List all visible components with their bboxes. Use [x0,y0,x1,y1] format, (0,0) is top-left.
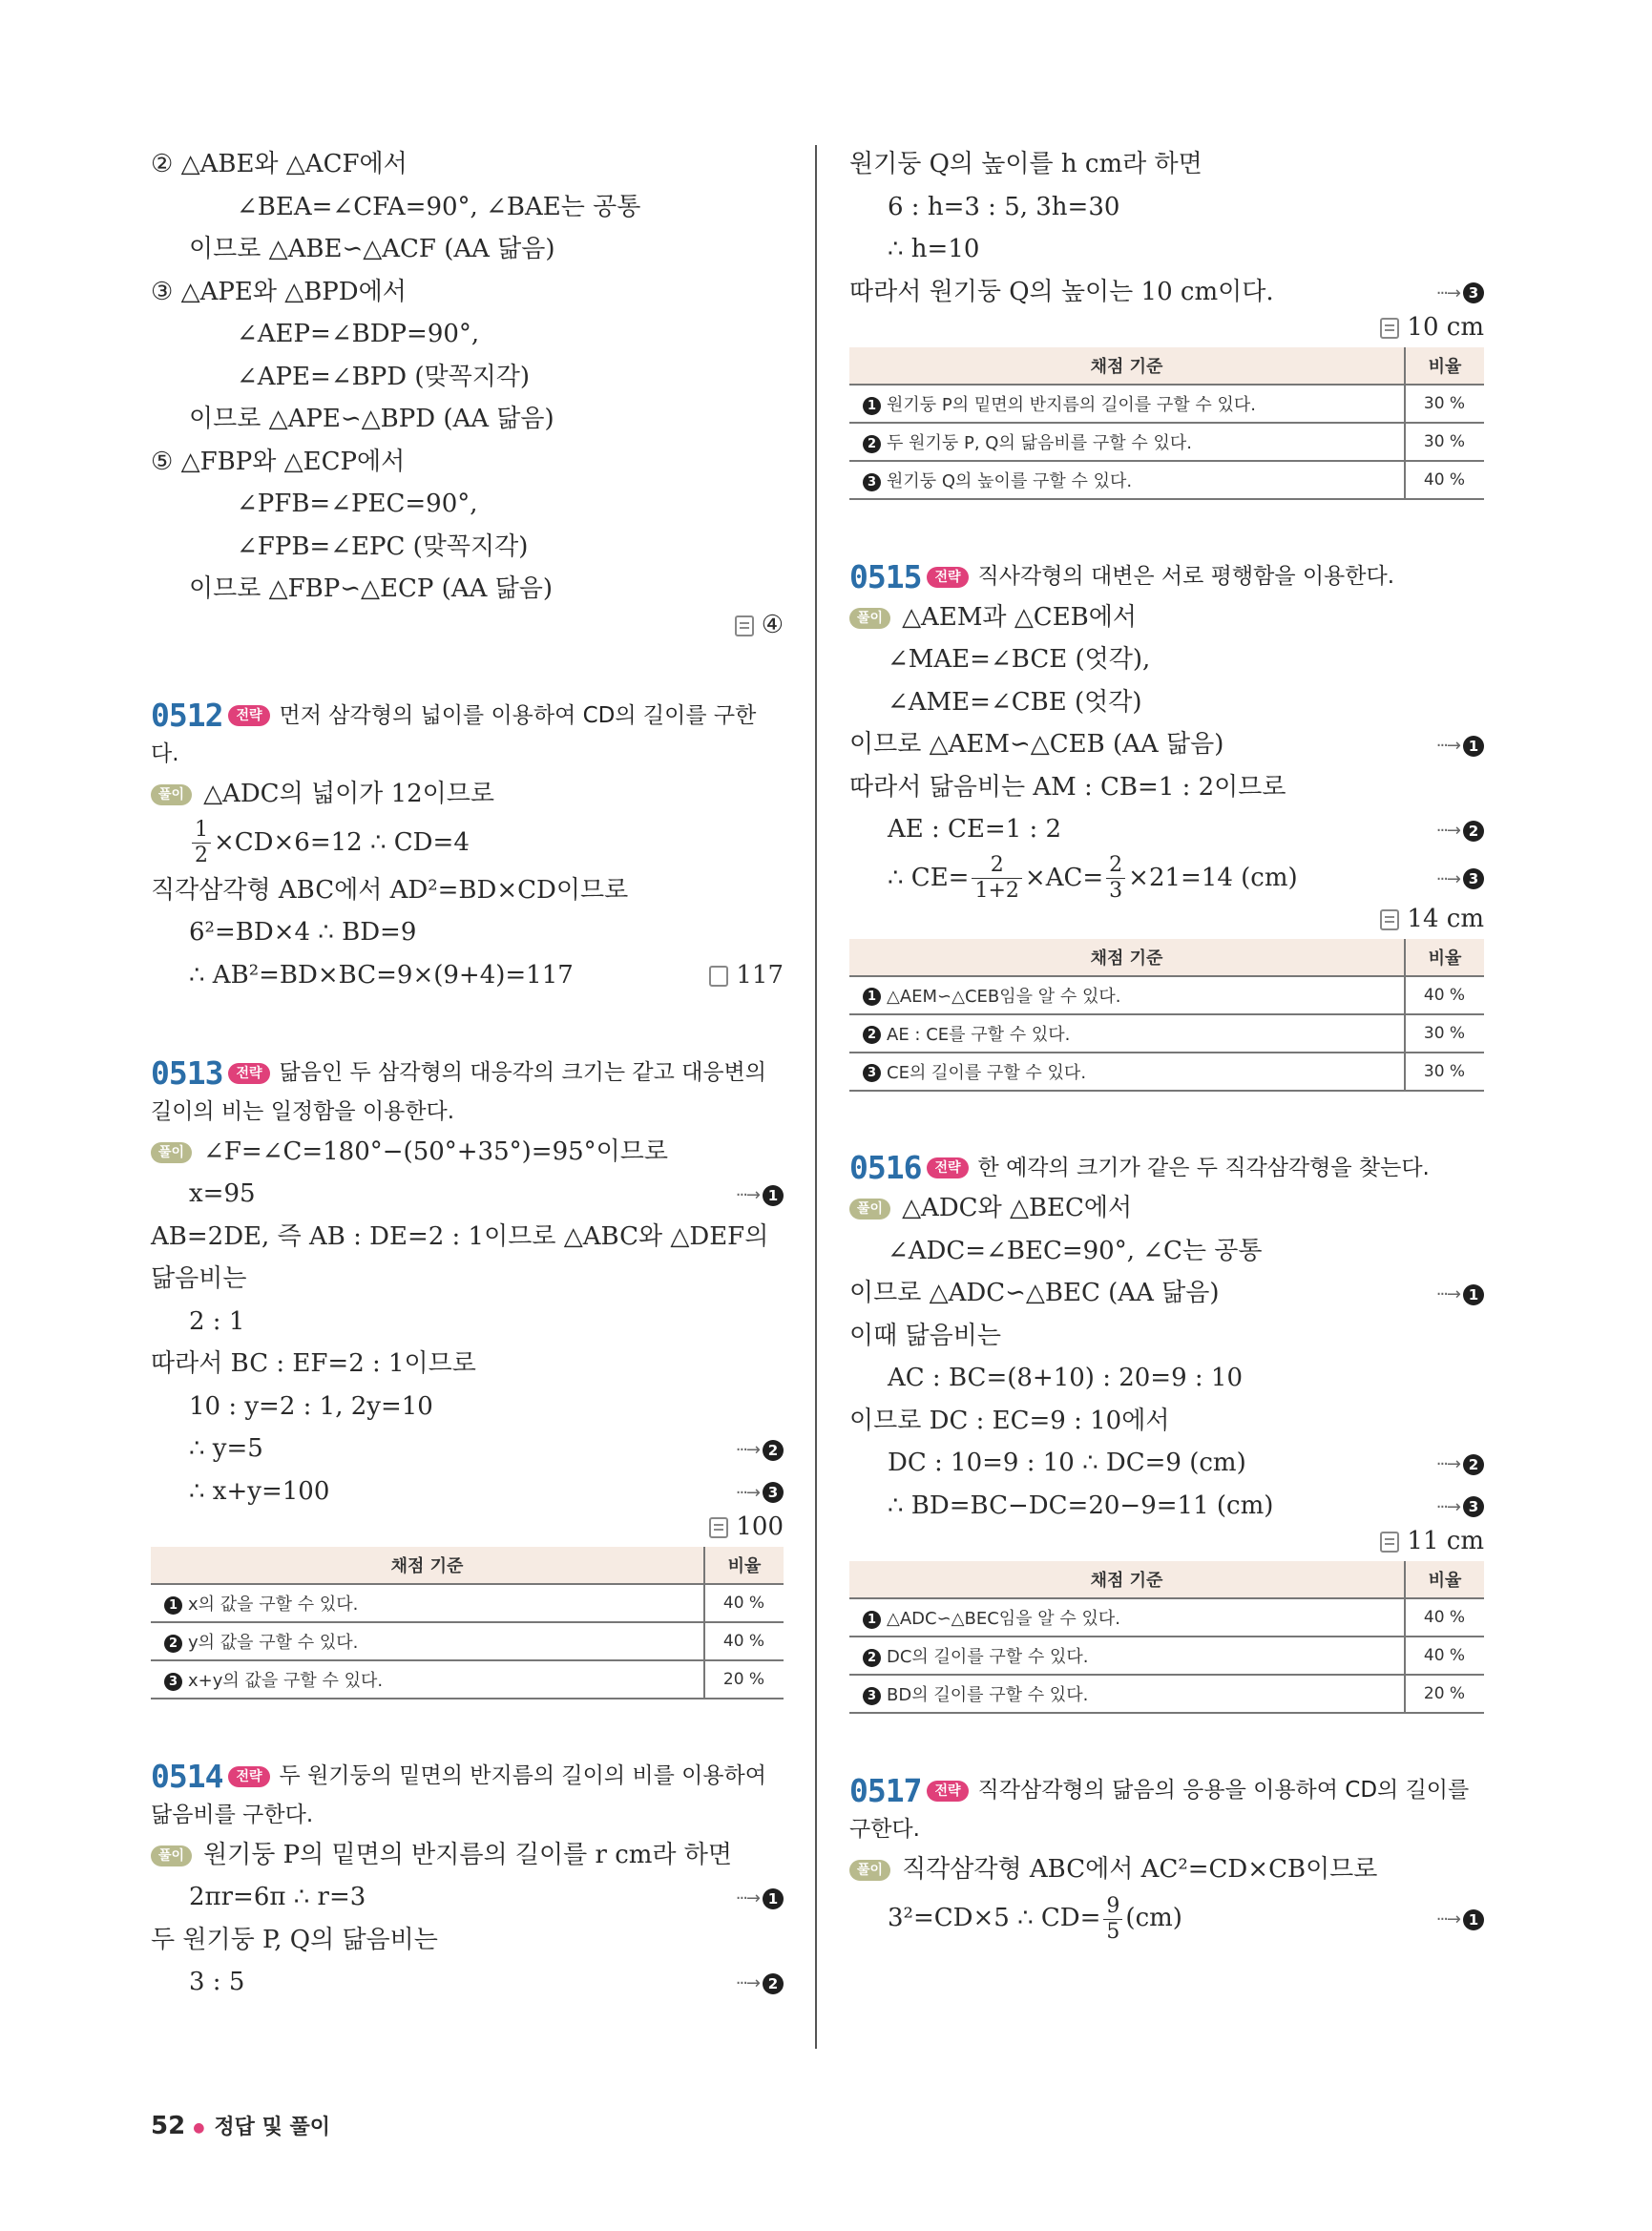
solution-line: x=95 ···→ 1 [151,1173,784,1216]
page-number: 52 [151,2112,186,2140]
solution-line: ∠APE=∠BPD (맞꼭지각) [237,362,531,391]
answer-line: 14 cm [849,905,1484,933]
grading-row: 1 원기둥 P의 밑면의 반지름의 길이를 구할 수 있다. 30 % [849,385,1484,423]
solution-line: ∴ BD=BC−DC=20−9=11 (cm) ···→ 3 [849,1485,1484,1528]
grading-table [849,347,1484,500]
answer-line: 10 cm [849,313,1484,342]
solution-line: 풀이 ∠F=∠C=180°−(50°+35°)=95°이므로 [151,1131,784,1174]
solution-line: 따라서 닮음비는 AM : CB=1 : 2이므로 [849,772,1286,802]
problem-number: 0514 [151,1757,223,1795]
step-number-icon: 2 [863,1649,881,1667]
grading-row: 2 두 원기둥 P, Q의 닮음비를 구할 수 있다. 30 % [849,423,1484,461]
solution-tag: 풀이 [151,1845,192,1866]
solution-lines [849,1187,1484,1527]
solution-line: 두 원기둥 P, Q의 닮음비는 [151,1925,438,1954]
answer-line: 100 [151,1512,784,1541]
solution-line: 닮음비는 [151,1264,247,1293]
solution-tag: 풀이 [151,1142,192,1163]
solution-line: ∴ AB²=BD×BC=9×(9+4)=117 117 [151,954,784,997]
solution-line: 6²=BD×4 ∴ BD=9 [189,918,417,947]
strategy-tag: 전략 [228,1766,269,1787]
solution-line: ∴ y=5 ···→ 2 [151,1428,784,1470]
answer-line: 11 cm [849,1527,1484,1555]
step-marker: ···→ 3 [1436,851,1484,907]
problem-0513 [151,1053,784,1699]
step-number-icon: 2 [863,1026,881,1044]
ratio-header: 비율 [1405,1561,1484,1598]
right-column [849,143,1484,1946]
step-number-icon: 1 [164,1596,182,1615]
fraction: $\frac{2}{3}$ [1106,855,1125,902]
step-number-icon: 3 [164,1673,182,1691]
problem-0512 [151,697,784,997]
strategy-text: 직각삼각형의 닮음의 응용을 이용하여 CD의 길이를 구한다. [849,1778,1470,1842]
problem-number: 0512 [151,697,223,734]
solution-line: ∴ CE= $\frac{2}{1+2}$ ×AC= $\frac{2}{3}$ ×21=14 (cm) ···→ 3 [849,851,1484,905]
answer-icon [735,615,754,636]
solution-line: ∠PFB=∠PEC=90°, [237,490,478,518]
page-footer [151,2111,330,2140]
answer-icon [709,966,728,987]
step-number-icon: 1 [863,397,881,415]
grading-row: 3 x+y의 값을 구할 수 있다. 20 % [151,1660,784,1699]
step-marker: ···→ 1 [1436,1890,1484,1948]
solution-line: 3 : 5 ···→ 2 [151,1961,784,2004]
solution-line: 이므로 △ABE∽△ACF (AA 닮음) [189,235,555,263]
step-marker: ···→ 1 [1436,1272,1484,1317]
grading-row: 3 CE의 길이를 구할 수 있다. 30 % [849,1053,1484,1091]
solution-line: AB=2DE, 즉 AB : DE=2 : 1이므로 △ABC와 △DEF의 [151,1221,769,1251]
problem-0515 [849,557,1484,1092]
fraction: $\frac{9}{5}$ [1103,1896,1122,1943]
step-number-icon: 1 [863,1611,881,1629]
step-marker: ···→ 1 [736,1876,784,1921]
problem-number: 0515 [849,557,922,595]
strategy-text: 직사각형의 대변은 서로 평행함을 이용한다. [977,564,1395,589]
solution-line: ∠AME=∠CBE (엇각) [888,687,1142,717]
solution-line: 풀이 △ADC와 △BEC에서 [849,1187,1484,1230]
answer-icon [1380,1532,1399,1553]
problem-header [849,557,1484,596]
solution-line: 3²=CD×5 ∴ CD= $\frac{9}{5}$ (cm) ···→ 1 [849,1890,1484,1946]
solution-line: 6 : h=3 : 5, 3h=30 [888,192,1120,221]
solution-line: 풀이 △AEM과 △CEB에서 [849,596,1484,639]
step-number-icon: 3 [863,1064,881,1082]
criteria-header: 채점 기준 [849,1561,1405,1598]
grading-row: 2 DC의 길이를 구할 수 있다. 40 % [849,1637,1484,1675]
footer-title: 정답 및 풀이 [214,2116,330,2139]
strategy-tag: 전략 [927,1781,968,1802]
grading-row: 1 △AEM∽△CEB임을 알 수 있다. 40 % [849,976,1484,1014]
solution-line: 직각삼각형 ABC에서 AD²=BD×CD이므로 [151,875,629,905]
answer-icon [1380,318,1399,339]
problem-header [151,1053,784,1131]
solution-line: 이므로 △APE∽△BPD (AA 닮음) [189,405,554,433]
fraction: $\frac{1}{2}$ [192,820,211,866]
solution-line: 10 : y=2 : 1, 2y=10 [189,1391,433,1421]
step-marker: ···→ 1 [1436,723,1484,768]
solution-lines [151,1834,784,2004]
solution-tag: 풀이 [849,1199,890,1220]
solution-line: ③ △APE와 △BPD에서 [151,277,407,306]
strategy-tag: 전략 [228,705,269,726]
problem-header [849,1149,1484,1188]
solution-lines [151,1131,784,1513]
solution-line: 원기둥 Q의 높이를 h cm라 하면 [849,150,1202,178]
solution-line: 이므로 DC : EC=9 : 10에서 [849,1406,1170,1435]
solution-line: ∠BEA=∠CFA=90°, ∠BAE는 공통 [237,192,641,221]
grading-row: 1 x의 값을 구할 수 있다. 40 % [151,1584,784,1622]
problem-number: 0517 [849,1771,922,1809]
step-number-icon: 3 [863,473,881,491]
step-marker: ···→ 1 [736,1173,784,1218]
criteria-header: 채점 기준 [849,347,1405,385]
solution-line: 풀이 △ADC의 넓이가 12이므로 [151,773,784,816]
criteria-header: 채점 기준 [151,1547,704,1584]
strategy-tag: 전략 [927,567,968,588]
problem-header [151,697,784,774]
footer-dot-icon: ● [193,2120,205,2136]
problem-header [151,1757,784,1834]
ratio-header: 비율 [704,1547,784,1584]
grading-table [151,1547,784,1699]
solution-line: 따라서 원기둥 Q의 높이는 10 cm이다. ···→ 3 [849,271,1484,314]
solution-line: ② △ABE와 △ACF에서 [151,150,408,178]
strategy-text: 닮음인 두 삼각형의 대응각의 크기는 같고 대응변의 길이의 비는 일정함을 이용한다. [151,1060,766,1124]
step-marker: ···→ 2 [736,1428,784,1472]
strategy-tag: 전략 [927,1157,968,1178]
solution-line: ∴ x+y=100 ···→ 3 [151,1470,784,1513]
solution-line: 따라서 BC : EF=2 : 1이므로 [151,1349,476,1378]
step-marker: ···→ 2 [1436,808,1484,853]
ratio-header: 비율 [1405,939,1484,976]
solution-line: ∠AEP=∠BDP=90°, [237,320,480,348]
grading-table [849,939,1484,1092]
solution-line: 풀이 직각삼각형 ABC에서 AC²=CD×CB이므로 [849,1848,1484,1891]
grading-row: 2 y의 값을 구할 수 있다. 40 % [151,1622,784,1660]
solution-tag: 풀이 [849,608,890,629]
strategy-tag: 전략 [228,1063,269,1084]
grading-row: 3 원기둥 Q의 높이를 구할 수 있다. 40 % [849,461,1484,499]
solution-line: 풀이 원기둥 P의 밑면의 반지름의 길이를 r cm라 하면 [151,1834,784,1877]
right-top-solution [849,143,1484,313]
solution-line: DC : 10=9 : 10 ∴ DC=9 (cm) ···→ 2 [849,1442,1484,1485]
solution-line: 이때 닮음비는 [849,1321,1001,1350]
strategy-text: 먼저 삼각형의 넓이를 이용하여 CD의 길이를 구한다. [151,702,757,766]
solution-line: $\frac{1}{2}$ ×CD×6=12 ∴ CD=4 [151,816,784,869]
problem-0514 [151,1757,784,2004]
answer-line: ④ [151,611,784,639]
answer-icon [1380,909,1399,930]
left-top-solution [151,143,784,611]
grading-table [849,1561,1484,1714]
ratio-header: 비율 [1405,347,1484,385]
step-number-icon: 1 [863,988,881,1006]
solution-line: ∴ h=10 [888,235,980,263]
left-column [151,143,784,2004]
column-divider [815,145,817,2049]
step-marker: ···→ 3 [1436,271,1484,316]
problem-number: 0513 [151,1053,223,1092]
answer-icon [709,1517,728,1538]
problem-0517 [849,1771,1484,1946]
criteria-header: 채점 기준 [849,939,1405,976]
solution-tag: 풀이 [849,1860,890,1881]
grading-row: 2 AE : CE를 구할 수 있다. 30 % [849,1014,1484,1053]
problem-number: 0516 [849,1149,922,1186]
step-number-icon: 2 [863,435,881,453]
solution-tag: 풀이 [151,784,192,805]
fraction: $\frac{2}{1+2}$ [972,855,1021,902]
solution-line: 이므로 △FBP∽△ECP (AA 닮음) [189,574,553,603]
solution-line: 2 : 1 [189,1306,245,1336]
solution-line: ∠MAE=∠BCE (엇각), [888,645,1151,674]
solution-line: ∠FPB=∠EPC (맞꼭지각) [237,532,529,561]
solution-line: ∠ADC=∠BEC=90°, ∠C는 공통 [888,1236,1263,1265]
step-marker: ···→ 2 [1436,1442,1484,1487]
solution-lines [849,596,1484,851]
solution-line: 2πr=6π ∴ r=3 ···→ 1 [151,1876,784,1919]
step-marker: ···→ 3 [736,1470,784,1515]
grading-row: 1 △ADC∽△BEC임을 알 수 있다. 40 % [849,1598,1484,1637]
strategy-text: 한 예각의 크기가 같은 두 직각삼각형을 찾는다. [977,1155,1430,1180]
problem-0516 [849,1149,1484,1715]
problem-header [849,1771,1484,1848]
solution-line: 이므로 △AEM∽△CEB (AA 닮음) ···→ 1 [849,723,1484,766]
solution-line: AE : CE=1 : 2 ···→ 2 [849,808,1484,851]
strategy-text: 두 원기둥의 밑면의 반지름의 길이의 비를 이용하여 닮음비를 구한다. [151,1763,766,1827]
step-marker: ···→ 3 [1436,1485,1484,1530]
grading-row: 3 BD의 길이를 구할 수 있다. 20 % [849,1675,1484,1713]
solution-line: 이므로 △ADC∽△BEC (AA 닮음) ···→ 1 [849,1272,1484,1315]
solution-line: ⑤ △FBP와 △ECP에서 [151,447,406,476]
step-marker: ···→ 2 [736,1961,784,2006]
step-number-icon: 3 [863,1687,881,1705]
solution-line: AC : BC=(8+10) : 20=9 : 10 [888,1364,1243,1392]
answer-line: 117 [709,954,784,997]
step-number-icon: 2 [164,1635,182,1653]
